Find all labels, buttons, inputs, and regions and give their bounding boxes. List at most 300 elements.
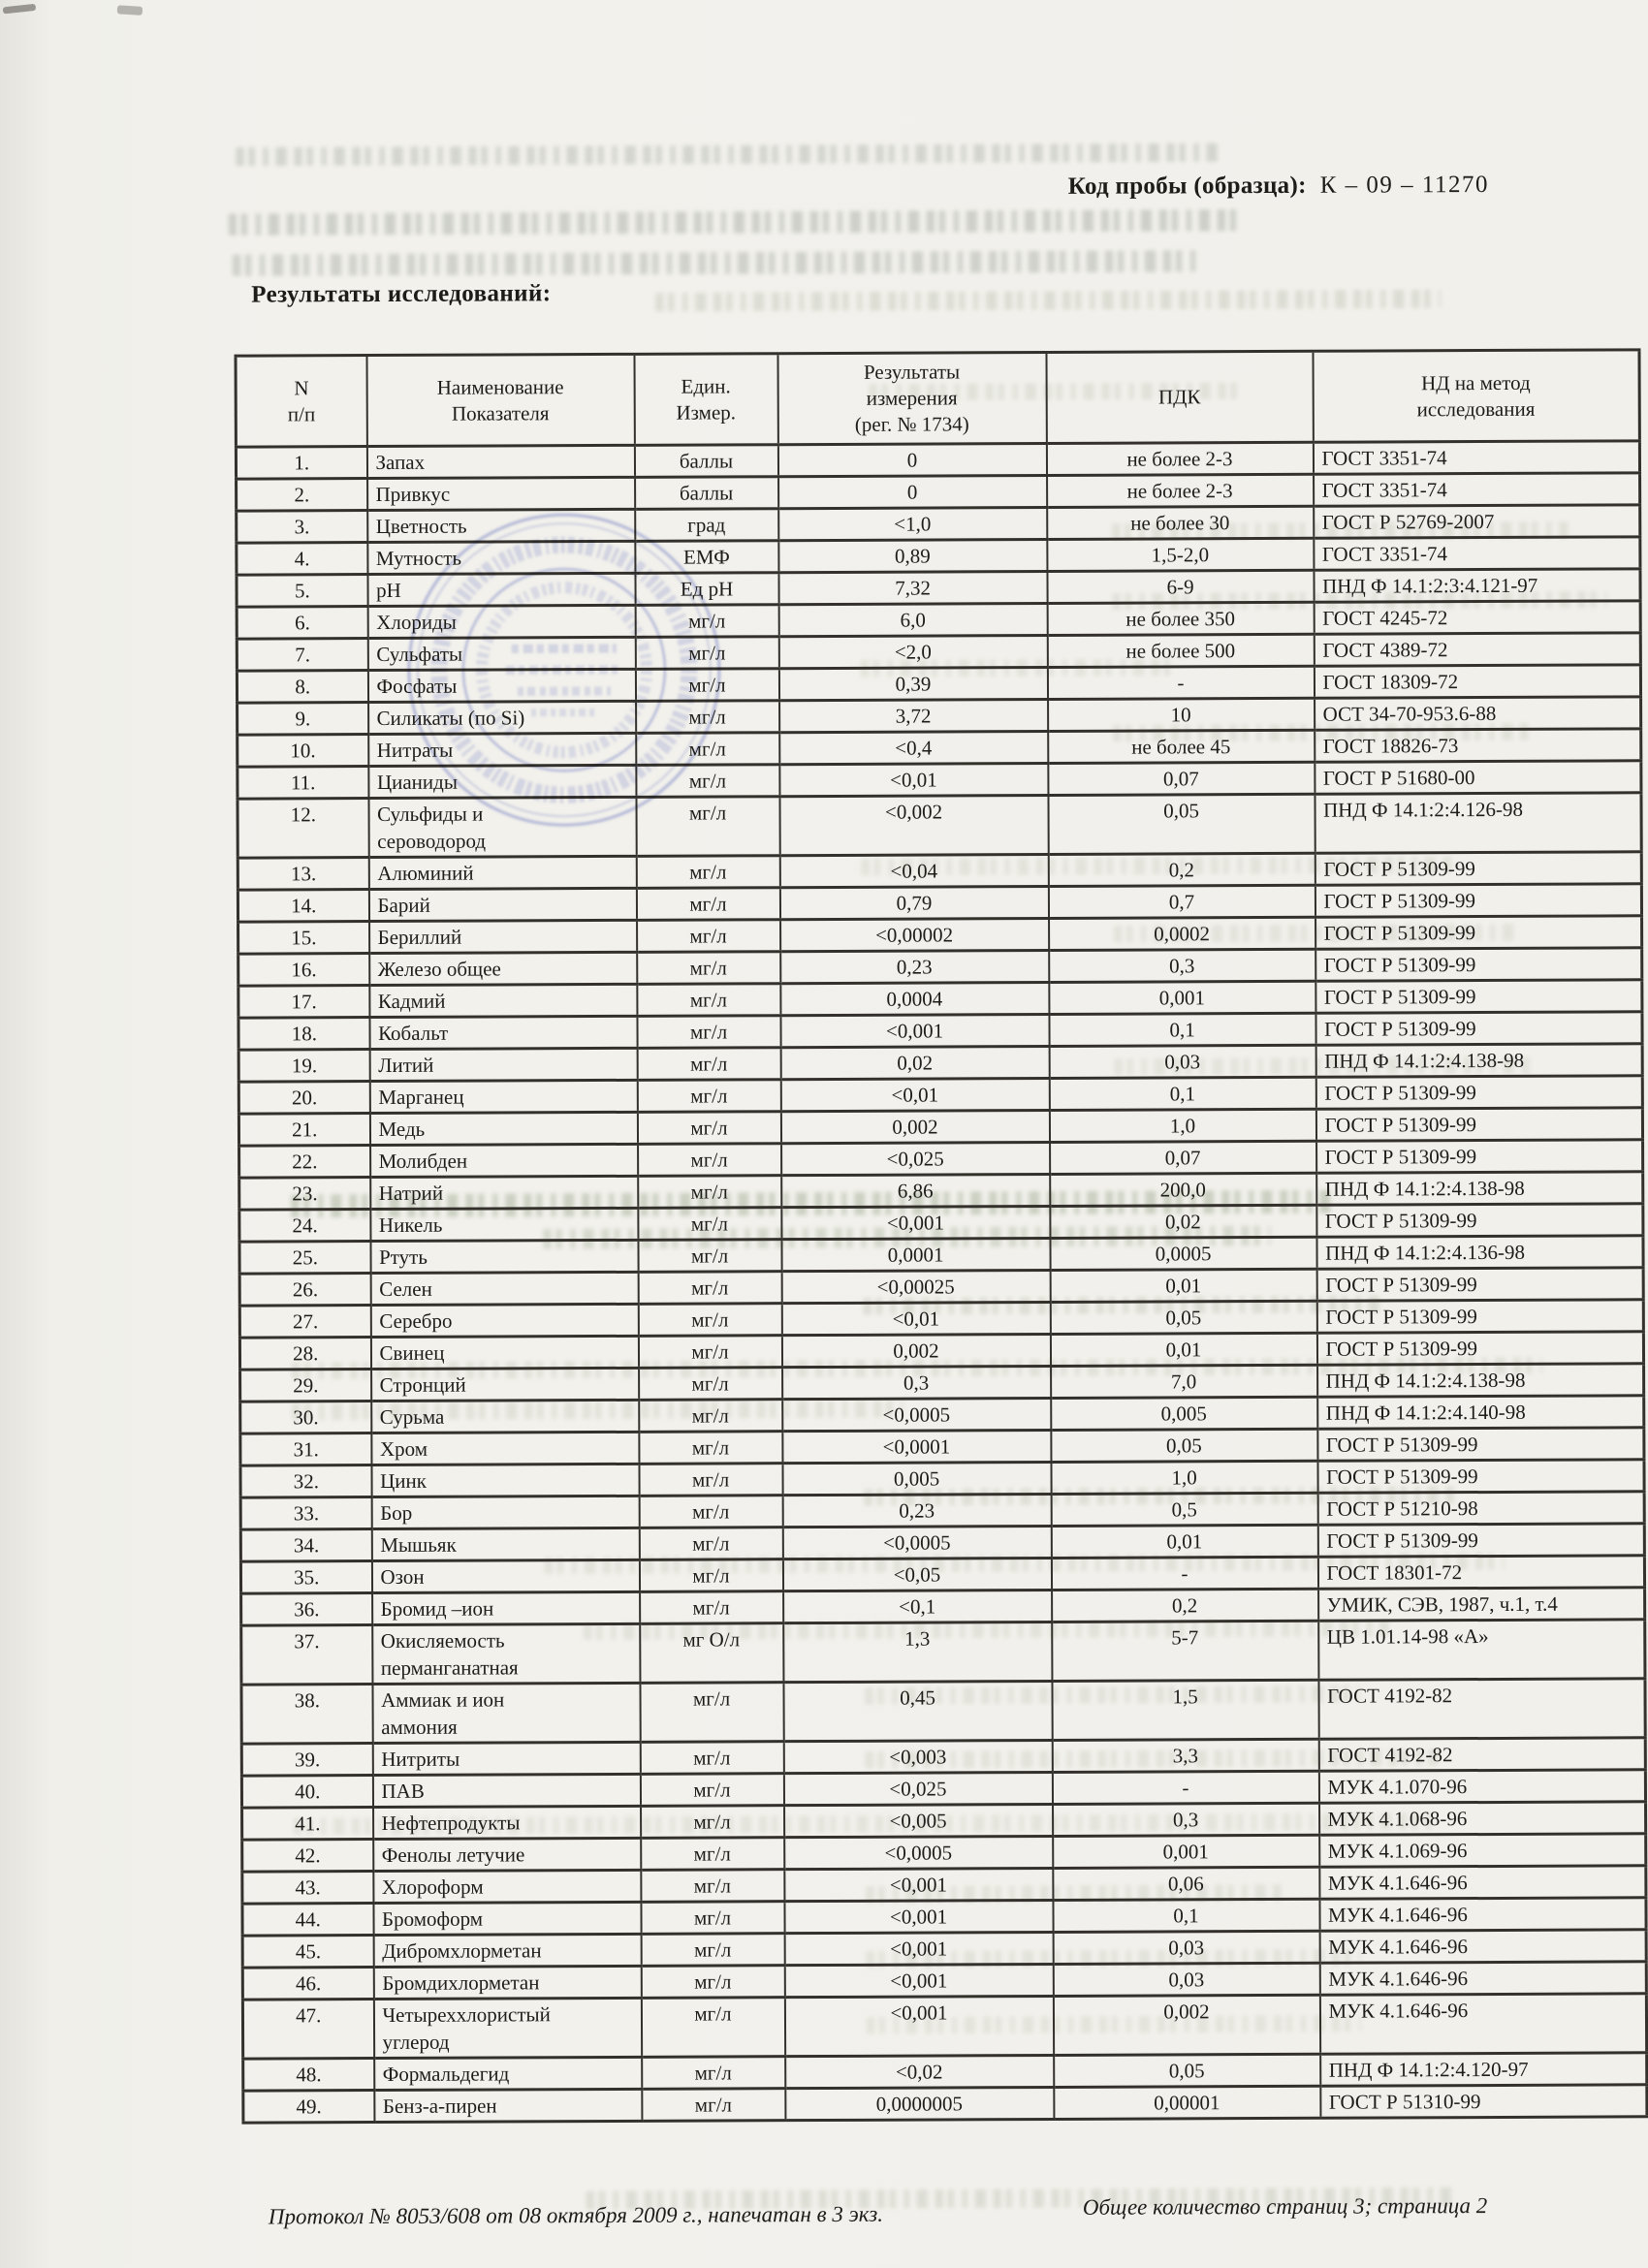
cell-nd-method: ГОСТ Р 51309-99: [1315, 1076, 1642, 1109]
cell-result: 0,89: [778, 539, 1047, 572]
cell-pdk: -: [1047, 666, 1314, 699]
cell-unit: мг/л: [640, 1774, 783, 1807]
cell-nd-method: ПНД Ф 14.1:2:3:4.121-97: [1314, 569, 1640, 602]
cell-result: 0,005: [782, 1462, 1051, 1495]
cell-unit: мг/л: [638, 1208, 781, 1241]
cell-unit: мг/л: [638, 1304, 781, 1337]
results-table: [234, 348, 1648, 2124]
cell-pdk: 0,03: [1053, 1963, 1319, 1996]
cell-pdk: 0,3: [1053, 1803, 1319, 1836]
cell-unit: мг/л: [637, 1080, 780, 1113]
cell-result: <0,0005: [782, 1526, 1051, 1559]
cell-unit: мг/л: [637, 952, 780, 985]
cell-result: <0,0005: [782, 1398, 1051, 1431]
cell-pdk: 0,2: [1048, 853, 1315, 886]
cell-result: 7,32: [778, 571, 1047, 604]
cell-nd-method: ГОСТ Р 51309-99: [1315, 1108, 1642, 1141]
cell-parameter-name: Селен: [370, 1272, 638, 1305]
cell-parameter-name: Бенз-а-пирен: [374, 2089, 642, 2122]
cell-nd-method: ГОСТ Р 51309-99: [1316, 1204, 1643, 1237]
bleedthrough-ghost: [237, 143, 1225, 166]
cell-number: 13.: [238, 858, 368, 891]
cell-parameter-name: Железо общее: [369, 952, 637, 985]
cell-parameter-name: Алюминий: [368, 856, 636, 889]
cell-parameter-name: Молибден: [370, 1144, 638, 1177]
table-row: [241, 1679, 1645, 1744]
cell-parameter-name: Четыреххлористый углерод: [373, 1998, 641, 2058]
footer-protocol-note: Протокол № 8053/608 от 08 октября 2009 г., напечатан в 3 экз.: [268, 2201, 883, 2229]
cell-pdk: 0,07: [1048, 762, 1315, 795]
cell-nd-method: ГОСТ 4389-72: [1314, 633, 1640, 666]
cell-parameter-name: Силикаты (по Si): [368, 701, 636, 734]
cell-number: 26.: [239, 1274, 370, 1307]
cell-parameter-name: Ртуть: [370, 1240, 638, 1273]
cell-number: 15.: [238, 922, 369, 955]
cell-result: <0,02: [785, 2055, 1054, 2088]
cell-pdk: не более 350: [1047, 602, 1314, 635]
cell-result: <0,4: [779, 731, 1048, 764]
cell-unit: мг/л: [636, 797, 779, 857]
cell-nd-method: ГОСТ Р 51309-99: [1317, 1524, 1644, 1557]
cell-number: 33.: [240, 1497, 371, 1530]
cell-pdk: 0,05: [1051, 1429, 1317, 1462]
cell-unit: мг/л: [641, 1870, 784, 1903]
results-table-header: [236, 350, 1639, 447]
cell-pdk: не более 45: [1048, 730, 1315, 763]
cell-unit: мг/л: [639, 1432, 782, 1465]
cell-parameter-name: Серебро: [370, 1304, 638, 1337]
cell-parameter-name: Нефтепродукты: [373, 1806, 641, 1839]
cell-number: 16.: [238, 954, 369, 987]
cell-pdk: 0,1: [1053, 1899, 1319, 1932]
cell-result: <0,001: [784, 1964, 1053, 1997]
cell-number: 20.: [238, 1082, 369, 1115]
cell-result: <0,005: [784, 1804, 1053, 1837]
cell-parameter-name: Мутность: [367, 541, 635, 574]
cell-pdk: 1,5: [1052, 1680, 1318, 1740]
cell-pdk: 0,002: [1053, 1995, 1319, 2055]
cell-pdk: 0,01: [1050, 1333, 1316, 1366]
cell-parameter-name: Мышьяк: [371, 1528, 639, 1560]
cell-number: 36.: [241, 1593, 372, 1626]
cell-parameter-name: Никель: [370, 1208, 638, 1241]
cell-unit: мг/л: [637, 1112, 780, 1145]
cell-pdk: 0,03: [1049, 1045, 1315, 1078]
cell-parameter-name: Натрий: [370, 1176, 638, 1209]
cell-unit: мг/л: [641, 1902, 784, 1935]
cell-nd-method: ГОСТ 18301-72: [1317, 1556, 1644, 1589]
cell-result: <0,001: [780, 1014, 1049, 1047]
cell-nd-method: ГОСТ 3351-74: [1314, 473, 1640, 506]
table-row: [243, 2085, 1647, 2123]
cell-pdk: 200,0: [1050, 1173, 1316, 1206]
cell-number: 48.: [243, 2059, 374, 2092]
cell-number: 27.: [239, 1306, 370, 1339]
cell-pdk: 3,3: [1052, 1739, 1318, 1772]
cell-parameter-name: Бор: [371, 1496, 639, 1528]
cell-pdk: 0,00001: [1054, 2086, 1320, 2119]
cell-unit: мг/л: [638, 1336, 781, 1369]
sample-code-label: Код пробы (образца):: [1067, 172, 1307, 200]
cell-pdk: 0,2: [1052, 1589, 1318, 1622]
cell-number: 35.: [240, 1561, 371, 1594]
cell-result: 0,45: [783, 1681, 1052, 1741]
cell-number: 42.: [242, 1840, 373, 1873]
cell-number: 23.: [239, 1178, 370, 1211]
cell-nd-method: ГОСТ 3351-74: [1313, 441, 1639, 474]
cell-number: 30.: [240, 1402, 371, 1434]
cell-number: 41.: [242, 1808, 373, 1841]
cell-pdk: 1,5-2,0: [1047, 538, 1314, 571]
cell-parameter-name: Запах: [366, 445, 634, 478]
cell-parameter-name: Озон: [371, 1559, 639, 1592]
cell-result: 1,3: [783, 1622, 1052, 1682]
cell-result: 0: [778, 475, 1047, 508]
cell-unit: мг/л: [640, 1683, 783, 1743]
cell-number: 46.: [242, 1968, 373, 2000]
cell-unit: мг/л: [642, 2089, 785, 2122]
cell-pdk: 0,1: [1049, 1013, 1315, 1046]
cell-result: 6,0: [778, 603, 1047, 636]
cell-unit: баллы: [635, 477, 778, 510]
cell-pdk: 7,0: [1051, 1365, 1317, 1398]
cell-pdk: 0,07: [1050, 1141, 1316, 1174]
cell-unit: мг/л: [638, 1176, 781, 1209]
cell-number: 14.: [238, 890, 368, 923]
bleedthrough-ghost: [655, 290, 1441, 311]
cell-nd-method: ЦВ 1.01.14-98 «А»: [1318, 1620, 1645, 1680]
cell-number: 1.: [236, 447, 366, 480]
cell-pdk: -: [1051, 1557, 1317, 1590]
cell-parameter-name: Фенолы летучие: [373, 1838, 641, 1871]
cell-result: <0,01: [781, 1302, 1050, 1335]
cell-result: 0: [777, 443, 1046, 476]
cell-parameter-name: Бромид –ион: [372, 1591, 640, 1624]
cell-nd-method: ГОСТ Р 51309-99: [1316, 1332, 1643, 1365]
cell-parameter-name: Литий: [369, 1048, 637, 1081]
cell-unit: мг/л: [637, 1016, 780, 1049]
cell-parameter-name: Кобальт: [369, 1016, 637, 1049]
cell-pdk: не более 30: [1047, 506, 1314, 539]
cell-parameter-name: Барий: [368, 888, 636, 921]
cell-number: 31.: [240, 1433, 371, 1466]
cell-parameter-name: Хлороформ: [373, 1870, 641, 1903]
cell-unit: мг/л: [637, 984, 780, 1017]
cell-result: <0,001: [784, 1900, 1053, 1933]
col-header-nd-method: НД на метод исследования: [1313, 350, 1639, 442]
cell-nd-method: МУК 4.1.646-96: [1319, 1962, 1646, 1995]
cell-unit: мг/л: [640, 1742, 783, 1775]
cell-pdk: 10: [1048, 698, 1315, 731]
cell-result: <0,001: [784, 1868, 1053, 1901]
cell-unit: мг/л: [639, 1559, 782, 1592]
cell-unit: мг/л: [637, 920, 780, 953]
cell-nd-method: ГОСТ 4192-82: [1318, 1738, 1645, 1771]
cell-unit: мг/л: [639, 1368, 782, 1401]
cell-unit: мг/л: [636, 701, 779, 734]
cell-pdk: 1,0: [1049, 1109, 1315, 1142]
cell-unit: мг/л: [641, 1998, 784, 2058]
cell-result: <0,05: [782, 1558, 1051, 1591]
cell-nd-method: ГОСТ 18309-72: [1314, 665, 1640, 698]
cell-unit: мг/л: [636, 765, 779, 798]
cell-nd-method: ГОСТ 4192-82: [1318, 1679, 1645, 1739]
cell-parameter-name: рН: [367, 573, 635, 606]
cell-nd-method: ГОСТ Р 51309-99: [1317, 1460, 1644, 1493]
cell-parameter-name: Свинец: [370, 1336, 638, 1369]
cell-parameter-name: Фосфаты: [367, 669, 635, 702]
cell-number: 22.: [239, 1146, 370, 1179]
cell-result: <0,025: [783, 1772, 1052, 1805]
cell-nd-method: ПНД Ф 14.1:2:4.136-98: [1316, 1236, 1643, 1269]
cell-result: 0,3: [782, 1366, 1051, 1399]
cell-result: 0,23: [780, 950, 1049, 983]
cell-result: <0,002: [779, 795, 1048, 855]
cell-number: 11.: [238, 767, 368, 800]
cell-parameter-name: Аммиак и ион аммония: [372, 1683, 640, 1743]
cell-parameter-name: Бериллий: [369, 920, 637, 953]
cell-nd-method: ГОСТ 18826-73: [1315, 729, 1641, 762]
cell-pdk: 0,001: [1053, 1835, 1319, 1868]
col-header-result: Результаты измерения (рег. № 1734): [777, 352, 1046, 444]
cell-unit: мг/л: [635, 669, 778, 702]
cell-result: <0,001: [784, 1932, 1053, 1965]
cell-unit: мг/л: [641, 1934, 784, 1967]
cell-parameter-name: Стронций: [371, 1368, 639, 1401]
cell-nd-method: ПНД Ф 14.1:2:4.120-97: [1320, 2053, 1647, 2086]
cell-pdk: 0,02: [1050, 1205, 1316, 1238]
table-row: [241, 1620, 1645, 1685]
cell-result: 0,002: [780, 1110, 1049, 1143]
cell-unit: мг О/л: [640, 1623, 783, 1684]
cell-nd-method: ГОСТ Р 51309-99: [1315, 1012, 1642, 1045]
cell-number: 32.: [240, 1465, 371, 1498]
col-header-number: N п/п: [236, 356, 366, 448]
cell-number: 21.: [238, 1114, 369, 1147]
col-header-parameter: Наименование Показателя: [366, 354, 634, 446]
cell-unit: мг/л: [641, 1966, 784, 1999]
cell-unit: мг/л: [636, 888, 779, 921]
cell-parameter-name: Цианиды: [368, 765, 636, 798]
cell-number: 2.: [237, 479, 367, 512]
cell-nd-method: МУК 4.1.069-96: [1319, 1834, 1646, 1867]
cell-parameter-name: Сурьма: [371, 1400, 639, 1433]
table-row: [242, 1994, 1646, 2059]
section-title: Результаты исследований:: [251, 280, 552, 308]
cell-nd-method: ГОСТ Р 52769-2007: [1314, 505, 1640, 538]
cell-nd-method: ГОСТ Р 51309-99: [1315, 916, 1642, 949]
cell-pdk: не более 2-3: [1047, 474, 1314, 507]
scan-artifact: [3, 4, 37, 15]
cell-parameter-name: Дибромхлорметан: [373, 1934, 641, 1967]
cell-result: <0,001: [781, 1206, 1050, 1239]
cell-number: 34.: [240, 1529, 371, 1562]
cell-nd-method: МУК 4.1.646-96: [1319, 1994, 1646, 2054]
cell-unit: мг/л: [636, 733, 779, 766]
header-row: [236, 350, 1639, 447]
cell-nd-method: ГОСТ Р 51309-99: [1315, 852, 1641, 885]
cell-result: 6,86: [781, 1174, 1050, 1207]
cell-parameter-name: Бромоформ: [373, 1902, 641, 1935]
cell-pdk: 0,1: [1049, 1077, 1315, 1110]
cell-nd-method: ОСТ 34-70-953.6-88: [1315, 697, 1641, 730]
cell-number: 38.: [241, 1685, 372, 1745]
cell-result: <0,01: [780, 1078, 1049, 1111]
cell-pdk: 0,0005: [1050, 1237, 1316, 1270]
cell-pdk: не более 2-3: [1046, 442, 1313, 475]
cell-number: 3.: [237, 511, 367, 544]
cell-pdk: 0,005: [1051, 1397, 1317, 1430]
cell-unit: мг/л: [641, 1838, 784, 1871]
cell-nd-method: ГОСТ 3351-74: [1314, 537, 1640, 570]
cell-parameter-name: Окисляемость перманганатная: [372, 1623, 640, 1684]
cell-number: 44.: [242, 1904, 373, 1937]
cell-result: 3,72: [779, 699, 1048, 732]
cell-pdk: 0,0002: [1049, 917, 1315, 950]
cell-nd-method: МУК 4.1.646-96: [1319, 1898, 1646, 1931]
cell-result: 0,23: [782, 1494, 1051, 1527]
cell-number: 19.: [238, 1050, 369, 1083]
cell-number: 9.: [238, 703, 368, 736]
bleedthrough-ghost: [233, 250, 1202, 275]
cell-result: <0,01: [779, 763, 1048, 796]
cell-nd-method: ГОСТ Р 51309-99: [1315, 980, 1642, 1013]
cell-pdk: 0,05: [1054, 2054, 1320, 2087]
cell-pdk: 0,05: [1048, 794, 1315, 854]
cell-result: <0,003: [783, 1740, 1052, 1773]
cell-nd-method: ГОСТ Р 51310-99: [1320, 2085, 1647, 2118]
cell-number: 45.: [242, 1936, 373, 1969]
cell-number: 28.: [239, 1338, 370, 1370]
cell-pdk: 0,06: [1053, 1867, 1319, 1900]
col-header-pdk: ПДК: [1046, 351, 1313, 443]
cell-result: 0,002: [781, 1334, 1050, 1367]
cell-parameter-name: Бромдихлорметан: [373, 1966, 641, 1999]
cell-unit: мг/л: [636, 856, 779, 889]
cell-number: 8.: [237, 671, 367, 704]
cell-result: 0,79: [779, 886, 1048, 919]
cell-unit: мг/л: [641, 1806, 784, 1839]
scan-artifact: [117, 5, 143, 16]
cell-number: 25.: [239, 1242, 370, 1275]
results-table-body: [236, 441, 1647, 2123]
cell-result: <0,00025: [781, 1270, 1050, 1303]
cell-parameter-name: Сульфаты: [367, 637, 635, 670]
cell-pdk: 0,001: [1049, 981, 1315, 1014]
bleedthrough-ghost: [229, 209, 1242, 236]
cell-unit: мг/л: [642, 2057, 785, 2090]
cell-parameter-name: Хром: [371, 1432, 639, 1465]
cell-number: 10.: [238, 735, 368, 768]
cell-nd-method: ПНД Ф 14.1:2:4.140-98: [1317, 1396, 1644, 1429]
cell-nd-method: УМИК, СЭВ, 1987, ч.1, т.4: [1318, 1588, 1645, 1621]
cell-nd-method: ПНД Ф 14.1:2:4.138-98: [1316, 1172, 1643, 1205]
cell-nd-method: МУК 4.1.646-96: [1319, 1866, 1646, 1899]
cell-nd-method: МУК 4.1.646-96: [1319, 1930, 1646, 1963]
cell-parameter-name: Цинк: [371, 1464, 639, 1496]
cell-number: 7.: [237, 639, 367, 672]
cell-unit: мг/л: [638, 1272, 781, 1305]
cell-pdk: -: [1052, 1771, 1318, 1804]
cell-nd-method: ГОСТ Р 51680-00: [1315, 761, 1641, 794]
cell-parameter-name: Медь: [369, 1112, 637, 1145]
sample-code-line: [1068, 172, 1489, 201]
cell-unit: мг/л: [637, 1048, 780, 1081]
cell-result: <1,0: [778, 507, 1047, 540]
cell-unit: мг/л: [638, 1144, 781, 1177]
cell-parameter-name: ПАВ: [372, 1774, 640, 1807]
cell-result: 0,0001: [781, 1238, 1050, 1271]
cell-nd-method: ГОСТ Р 51309-99: [1316, 1300, 1643, 1333]
table-row: [238, 793, 1641, 858]
cell-parameter-name: Привкус: [367, 477, 635, 510]
cell-number: 4.: [237, 543, 367, 576]
cell-pdk: 6-9: [1047, 570, 1314, 603]
cell-pdk: 0,01: [1051, 1525, 1317, 1558]
cell-parameter-name: Марганец: [369, 1080, 637, 1113]
cell-unit: мг/л: [639, 1464, 782, 1496]
cell-pdk: не более 500: [1047, 634, 1314, 667]
cell-result: <0,1: [783, 1590, 1052, 1622]
cell-unit: град: [635, 509, 778, 542]
cell-nd-method: ПНД Ф 14.1:2:4.138-98: [1315, 1044, 1642, 1077]
cell-result: <2,0: [778, 635, 1047, 668]
cell-pdk: 0,05: [1050, 1301, 1316, 1334]
cell-number: 40.: [241, 1776, 372, 1809]
cell-unit: баллы: [634, 445, 777, 478]
cell-nd-method: ГОСТ Р 51210-98: [1317, 1492, 1644, 1525]
cell-number: 5.: [237, 575, 367, 608]
cell-unit: мг/л: [635, 605, 778, 638]
cell-result: 0,0000005: [785, 2087, 1054, 2120]
cell-pdk: 0,3: [1049, 949, 1315, 982]
cell-pdk: 0,5: [1051, 1493, 1317, 1526]
cell-number: 17.: [238, 986, 369, 1019]
cell-nd-method: ГОСТ Р 51309-99: [1316, 1268, 1643, 1301]
cell-number: 47.: [242, 2000, 373, 2060]
cell-nd-method: ПНД Ф 14.1:2:4.138-98: [1317, 1364, 1644, 1397]
cell-number: 12.: [238, 799, 368, 859]
cell-pdk: 0,7: [1048, 885, 1315, 918]
cell-unit: ЕМФ: [635, 541, 778, 574]
cell-result: <0,0001: [782, 1430, 1051, 1463]
cell-nd-method: ПНД Ф 14.1:2:4.126-98: [1315, 793, 1641, 853]
cell-number: 18.: [238, 1018, 369, 1051]
cell-parameter-name: Цветность: [367, 509, 635, 542]
cell-nd-method: ГОСТ Р 51309-99: [1317, 1428, 1644, 1461]
cell-nd-method: МУК 4.1.070-96: [1318, 1770, 1645, 1803]
cell-number: 49.: [243, 2091, 374, 2124]
footer-page-count: Общее количество страниц 3; страница 2: [1082, 2193, 1488, 2220]
cell-number: 24.: [239, 1210, 370, 1243]
cell-result: <0,0005: [784, 1836, 1053, 1869]
cell-unit: мг/л: [639, 1528, 782, 1560]
cell-number: 6.: [237, 607, 367, 640]
cell-parameter-name: Хлориды: [367, 605, 635, 638]
cell-parameter-name: Сульфиды и сероводород: [368, 797, 636, 857]
cell-parameter-name: Нитриты: [372, 1742, 640, 1775]
cell-parameter-name: Нитраты: [368, 733, 636, 766]
cell-number: 43.: [242, 1872, 373, 1905]
cell-result: <0,001: [784, 1996, 1053, 2056]
cell-parameter-name: Кадмий: [369, 984, 637, 1017]
cell-pdk: 0,03: [1053, 1931, 1319, 1964]
cell-parameter-name: Формальдегид: [374, 2057, 642, 2090]
cell-unit: мг/л: [640, 1591, 783, 1624]
cell-nd-method: ГОСТ Р 51309-99: [1315, 948, 1642, 981]
cell-pdk: 1,0: [1051, 1461, 1317, 1494]
cell-pdk: 5-7: [1052, 1621, 1318, 1681]
